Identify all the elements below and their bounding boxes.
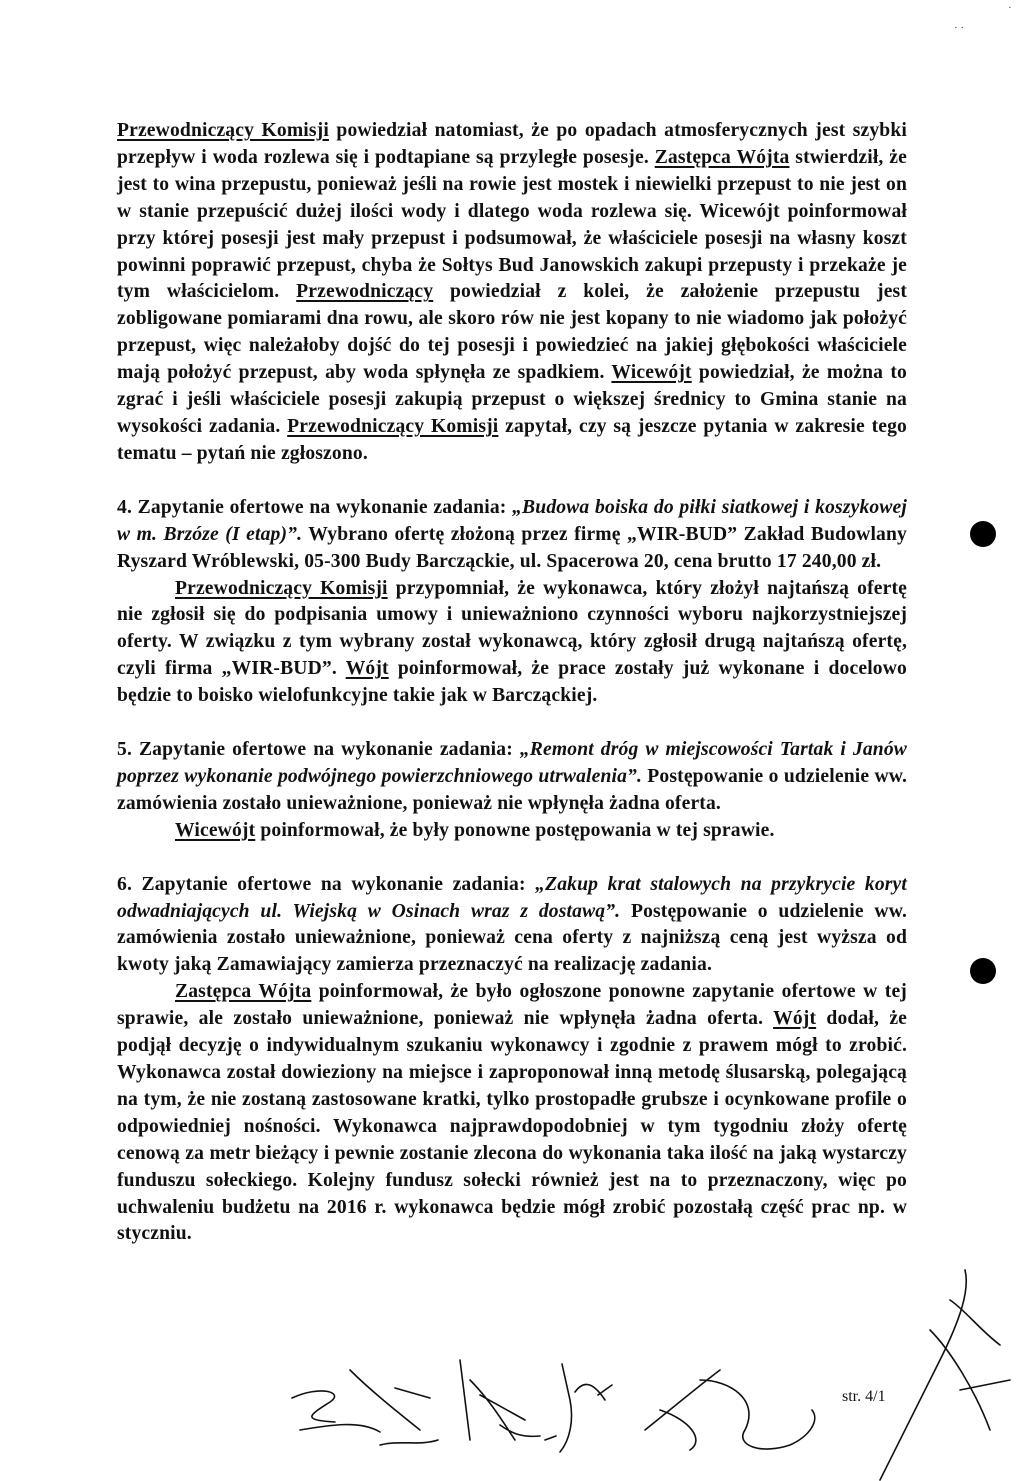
task-title: „Zakup krat stalowych na przykrycie koryt odwadniających ul. Wiejską w Osinach wraz z dostawą”. [117,873,907,922]
signature-5 [880,1270,1010,1480]
paragraph-text: powiedział natomiast, że po opadach atmosferycznych jest szybki przepływ i woda rozlewa się i podtapiane są przyległe posesje. [117,120,907,168]
binder-hole-marker [970,958,996,984]
speaker-name: Zastępca Wójta [175,981,312,1003]
paragraph-text: Postępowanie o udzielenie ww. zamówienia zostało unieważnione, ponieważ nie wpłynęła żadna oferta. [117,765,908,814]
paragraph [117,118,907,468]
paragraph [117,818,907,845]
signature-4 [645,1370,815,1450]
paragraph-text: stwierdził, że jest to wina przepustu, ponieważ jeśli na rowie jest mostek i niewielki przepust to nie jest on w stanie przepuścić dużej ilości wody i dlatego woda rozlewa się. Wicewójt poinformował przy której posesji jest mały przepust i podsumował, że właściciele posesji na własny koszt powinni poprawić przepust, chyba że Sołtys Bud Janowskich zakupi przepusty i przekaże je tym właścicielom. [117,146,907,303]
paragraph-text: 6. Zapytanie ofertowe na wykonanie zadania: [117,873,536,895]
page-number: str. 4/1 [842,1388,886,1405]
paragraph-gap [117,845,907,872]
paragraph-text: przypomniał, że wykonawca, który złożył najtańszą ofertę nie zgłosił się do podpisania umowy i unieważniono czynności wyboru najkorzystniejszej oferty. W związku z tym wybrany został wykonawcą, który zgłosił drugą najtańszą ofertę, czyli firma „WIR-BUD”. [117,577,907,680]
speaker-name: Przewodniczący [296,281,434,303]
signature-3 [560,1364,612,1452]
speaker-name: Wójt [773,1008,817,1030]
paragraph [117,576,907,711]
paragraph-text: powiedział, że można to zgrać i jeśli właściciele posesji zakupią przepust o większej średnicy to Gmina stanie na wysokości zadania. [117,362,907,437]
paragraph [117,979,907,1248]
scan-speck: · [1008,2,1012,14]
paragraph-text: 4. Zapytanie ofertowe na wykonanie zadania: [117,496,513,518]
paragraph-text: poinformował, że były ponowne postępowania w tej sprawie. [255,819,775,841]
speaker-name: Przewodniczący Komisji [117,120,329,141]
paragraph-gap [117,710,907,737]
signature-1 [292,1370,438,1445]
paragraph-text: poinformował, że prace zostały już wykonane i docelowo będzie to boisko wielofunkcyjne takie jak w Barcząckiej. [117,658,907,707]
paragraph [117,737,907,818]
paragraph-text: Postępowanie o udzielenie ww. zamówienia zostało unieważnione, ponieważ cena oferty z najniższą ceną jest wyższa od kwoty jaką Zamawiający zamierza przeznaczyć na realizację zadania. [117,900,907,976]
paragraph-text: zapytał, czy są jeszcze pytania w zakresie tego tematu – pytań nie zgłoszono. [117,415,907,464]
speaker-name: Wicewójt [175,819,256,841]
speaker-name: Wicewójt [611,362,692,384]
task-title: „Budowa boiska do piłki siatkowej i koszykowej w m. Brzóze (I etap)”. [117,496,907,545]
binder-hole-marker [970,521,996,547]
paragraph-text: Wybrano ofertę złożoną przez firmę „WIR-BUD” Zakład Budowlany Ryszard Wróblewski, 05-300 Budy Barcząckie, ul. Spacerowa 20, cena brutto 17 240,00 zł. [117,523,907,572]
speaker-name: Przewodniczący Komisji [175,577,388,599]
task-title: „Remont dróg w miejscowości Tartak i Janów poprzez wykonanie podwójnego powierzchniowego utrwalenia”. [117,739,907,787]
paragraph-text: 5. Zapytanie ofertowe na wykonanie zadania: [117,739,520,761]
paragraph [117,872,907,980]
document-body [117,118,907,1248]
paragraph [117,495,907,576]
paragraph-text: poinformował, że było ogłoszone ponowne zapytanie ofertowe w tej sprawie, ale zostało unieważnione, ponieważ nie wpłynęła żadna oferta. [117,981,907,1030]
paragraph-gap [117,468,907,495]
paragraph-text: dodał, że podjął decyzję o indywidualnym szukaniu wykonawcy i zgodnie z prawem mógł to zrobić. Wykonawca został dowieziony na miejsce i zaproponował inną metodę ślusarską, polegającą na tym, że nie zostaną zastosowane kratki, tylko prostopadłe grubsze i ocynkowane profile o odpowiedniej nośności. Wykonawca najprawdopodobniej w tym tygodniu złoży ofertę cenową za metr bieżący i pewnie zostanie zlecona do wykonania taka ilość na jaką wystarczy funduszu sołeckiego. Kolejny fundusz sołecki również jest na to przeznaczony, więc po uchwaleniu budżetu na 2016 r. wykonawca będzie mógł zrobić pozostałą część prac np. w styczniu. [117,1008,908,1245]
speaker-name: Wójt [345,658,389,680]
scan-speck: · · [954,22,965,34]
signature-2 [460,1360,556,1440]
paragraph-text: powiedział z kolei, że założenie przepustu jest zobligowane pomiarami dna rowu, ale skoro rów nie jest kopany to nie wiadomo jak położyć przepust, więc należałoby dojść do tej posesji i powiedzieć na jakiej głębokości właściciele mają położyć przepust, aby woda spłynęła ze spadkiem. [117,281,907,384]
speaker-name: Przewodniczący Komisji [287,415,499,437]
speaker-name: Zastępca Wójta [654,146,790,168]
